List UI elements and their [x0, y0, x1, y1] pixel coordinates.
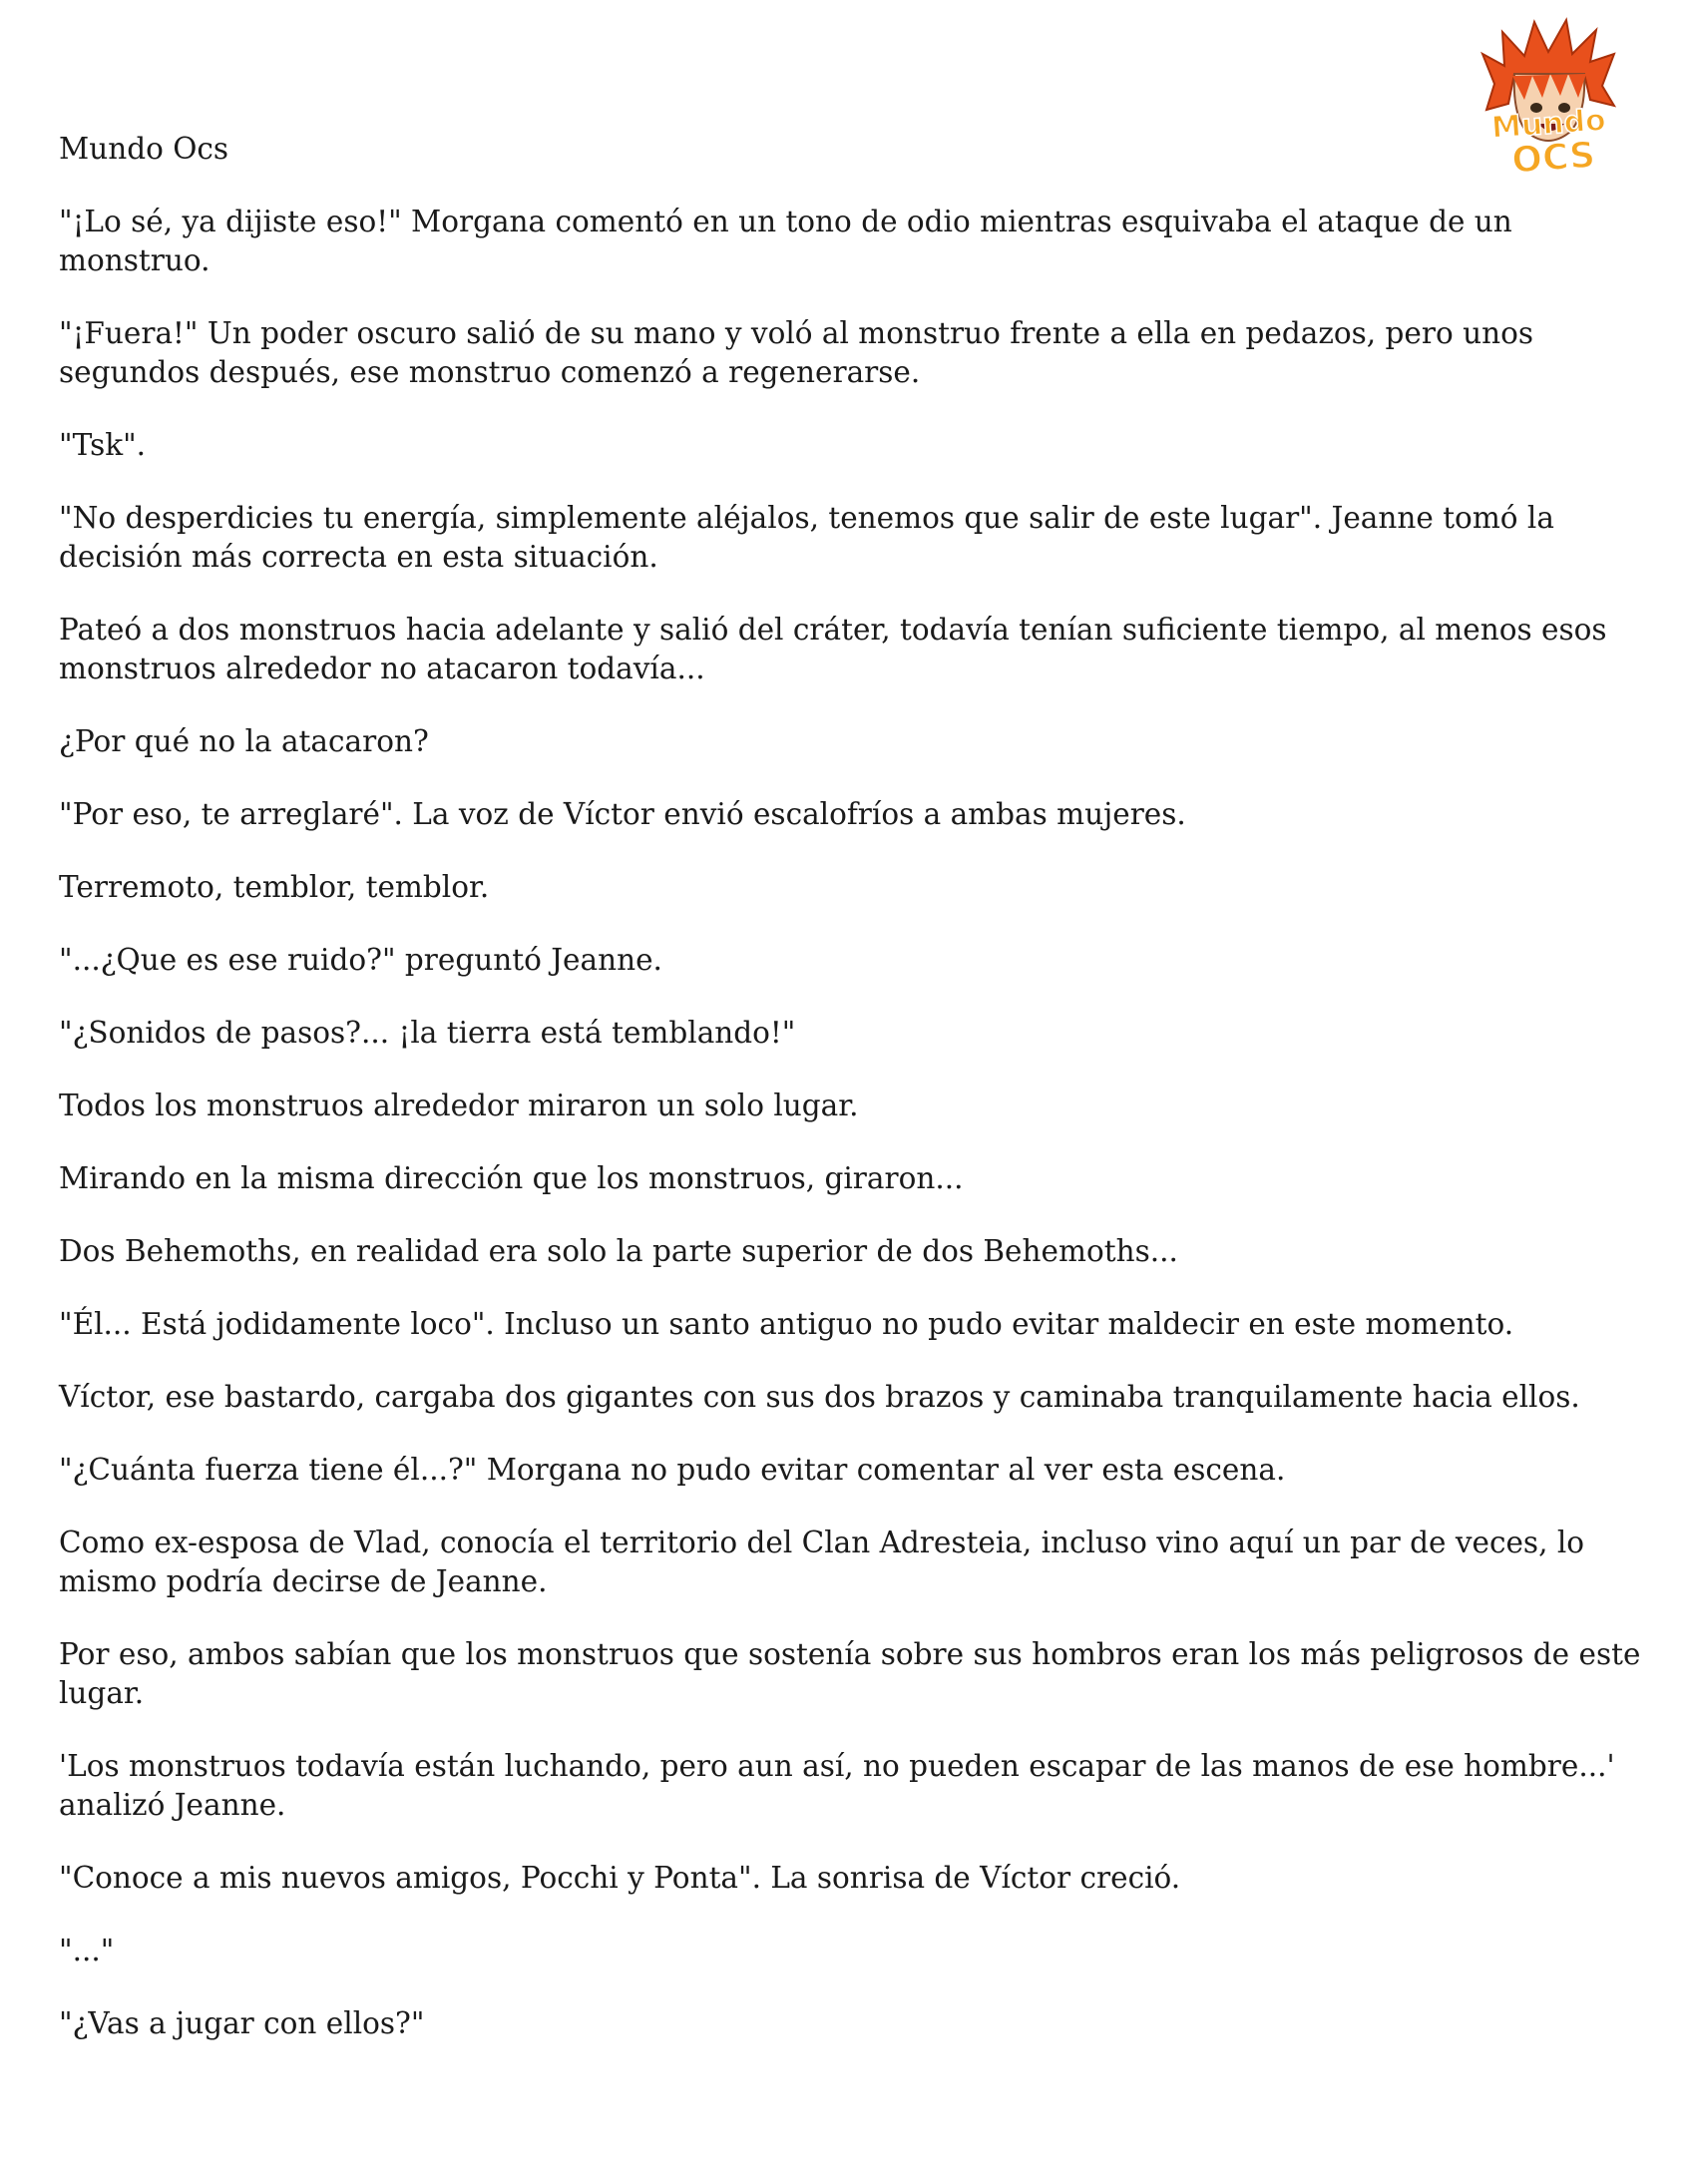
paragraph: "Tsk". — [59, 428, 147, 462]
paragraph: Como ex-esposa de Vlad, conocía el territorio del Clan Adresteia, incluso vino aquí un par de veces, lo mismo podría decirse de Jeanne. — [59, 1526, 1585, 1598]
paragraph: ¿Por qué no la atacaron? — [59, 724, 429, 758]
paragraph: Víctor, ese bastardo, cargaba dos gigantes con sus dos brazos y caminaba tranquilamente hacia ellos. — [59, 1380, 1580, 1414]
svg-text:OCS: OCS — [1510, 135, 1597, 182]
paragraph: Mirando en la misma dirección que los monstruos, giraron... — [59, 1161, 964, 1195]
paragraph: "¡Lo sé, ya dijiste eso!" Morgana comentó en un tono de odio mientras esquivaba el ataque de un monstruo. — [59, 205, 1512, 277]
paragraph: Todos los monstruos alrededor miraron un solo lugar. — [59, 1089, 859, 1122]
paragraph: "Él... Está jodidamente loco". Incluso un santo antiguo no pudo evitar maldecir en este momento. — [59, 1307, 1514, 1341]
paragraph: "...¿Que es ese ruido?" preguntó Jeanne. — [59, 943, 662, 977]
paragraph: 'Los monstruos todavía están luchando, pero aun así, no pueden escapar de las manos de ese hombre...' analizó Jeanne. — [59, 1749, 1615, 1822]
paragraph: "Conoce a mis nuevos amigos, Pocchi y Ponta". La sonrisa de Víctor creció. — [59, 1861, 1181, 1895]
paragraph: "¡Fuera!" Un poder oscuro salió de su mano y voló al monstruo frente a ella en pedazos, pero unos segundos después, ese monstruo comenzó a regenerarse. — [59, 316, 1534, 389]
paragraph: "¿Vas a jugar con ellos?" — [59, 2006, 425, 2040]
paragraph: "..." — [59, 1934, 115, 1967]
svg-text:Mundo: Mundo — [1489, 103, 1607, 146]
paragraph: Terremoto, temblor, temblor. — [59, 870, 490, 904]
paragraph: "No desperdicies tu energía, simplemente aléjalos, tenemos que salir de este lugar". Jeanne tomó la decisión más correcta en esta situación. — [59, 501, 1554, 574]
paragraph: Dos Behemoths, en realidad era solo la parte superior de dos Behemoths... — [59, 1234, 1178, 1268]
paragraph: Por eso, ambos sabían que los monstruos que sostenía sobre sus hombros eran los más peligrosos de este lugar. — [59, 1637, 1641, 1710]
paragraph: "¿Cuánta fuerza tiene él...?" Morgana no pudo evitar comentar al ver esta escena. — [59, 1453, 1286, 1487]
paragraph: "Por eso, te arreglaré". La voz de Víctor envió escalofríos a ambas mujeres. — [59, 797, 1186, 831]
document-body — [59, 130, 1655, 2077]
paragraph: Pateó a dos monstruos hacia adelante y salió del cráter, todavía tenían suficiente tiempo, al menos esos monstruos alrededor no atacaron todavía... — [59, 613, 1607, 685]
source-header: Mundo Ocs — [59, 132, 229, 166]
paragraph: "¿Sonidos de pasos?... ¡la tierra está temblando!" — [59, 1016, 796, 1050]
